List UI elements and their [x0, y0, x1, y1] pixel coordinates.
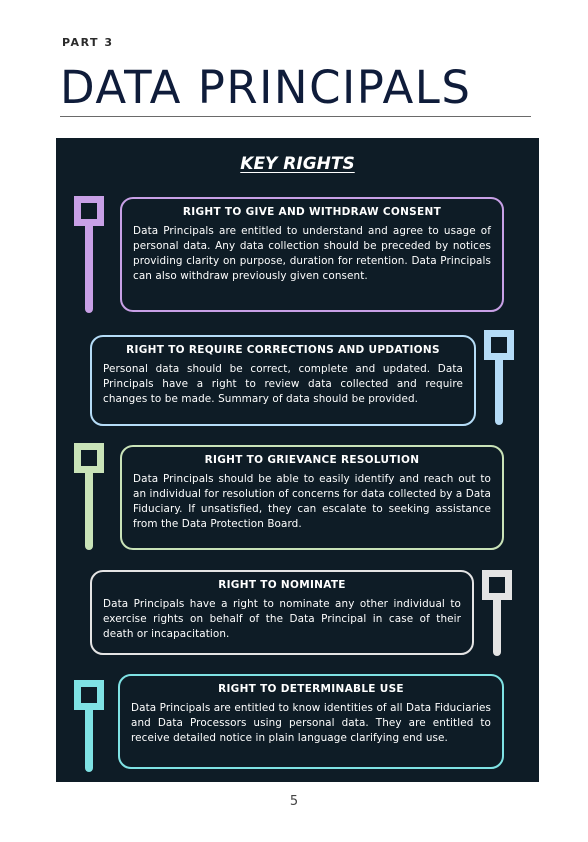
right-card-determinable-use [118, 674, 504, 769]
right-title: RIGHT TO DETERMINABLE USE [218, 683, 404, 695]
panel-heading: KEY RIGHTS [240, 154, 355, 174]
right-title: RIGHT TO NOMINATE [218, 579, 346, 591]
right-card-nominate [90, 570, 474, 655]
right-description: Personal data should be correct, complete and updated. Data Principals have a right to review data collected and require changes to be made. Summary of data should be provided. [103, 363, 463, 405]
right-card-consent [120, 197, 504, 312]
right-title: RIGHT TO GIVE AND WITHDRAW CONSENT [182, 206, 442, 218]
page-number: 5 [289, 794, 299, 809]
key-rights-panel [56, 138, 539, 782]
right-description: Data Principals have a right to nominate any other individual to exercise rights on behalf of the Data Principal in case of their death or incapacitation. [103, 598, 461, 640]
right-description: Data Principals are entitled to know identities of all Data Fiduciaries and Data Processors using personal data. They are entitled to receive detailed notice in plain language clarifying end use. [131, 702, 491, 744]
page-title: DATA PRINCIPALS [60, 61, 472, 114]
right-card-grievance [120, 445, 504, 550]
right-description: Data Principals are entitled to understand and agree to usage of personal data. Any data collection should be preceded by notices providing clarity on purpose, duration for retention. Data Principals can also withdraw previously given consent. [133, 225, 491, 282]
right-description: Data Principals should be able to easily identify and reach out to an individual for resolution of concerns for data collected by a Data Fiduciary. If unsatisfied, they can escalate to seeking assistance from the Data Protection Board. [133, 473, 491, 530]
right-card-corrections [90, 335, 476, 426]
right-title: RIGHT TO REQUIRE CORRECTIONS AND UPDATIONS [126, 344, 440, 356]
part-label: PART 3 [62, 36, 114, 49]
title-divider [60, 116, 531, 117]
right-title: RIGHT TO GRIEVANCE RESOLUTION [204, 454, 420, 466]
